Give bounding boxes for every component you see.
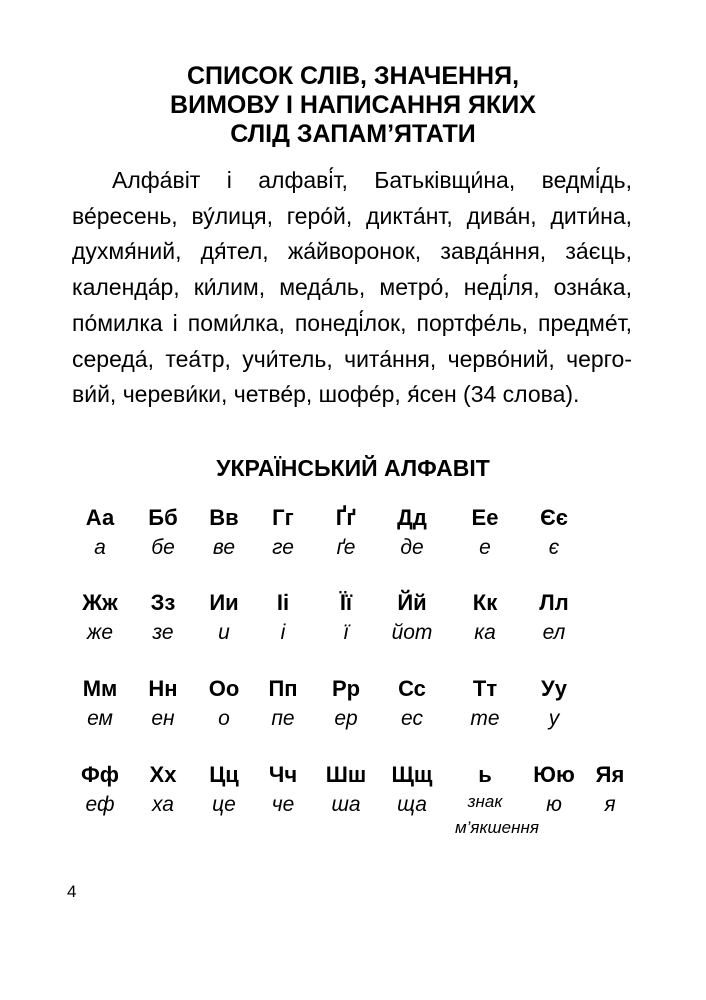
alphabet-cell xyxy=(128,762,198,818)
alphabet-cell xyxy=(65,676,135,732)
alphabet-letter-name: йот xyxy=(391,621,433,644)
alphabet-letter: Рр xyxy=(331,676,361,701)
alphabet-letter: Ее xyxy=(471,505,499,530)
alphabet-letter: Аа xyxy=(85,505,115,530)
alphabet-cell xyxy=(248,676,318,732)
title-line-3: СЛІД ЗАПАМ’ЯТАТИ xyxy=(230,120,476,148)
alphabet-letter: Хх xyxy=(149,762,177,787)
alphabet-cell xyxy=(65,762,135,818)
paragraph-line-4: календа́р, ки́лим, меда́ль, метро́, неді́ля, озна́ка, xyxy=(72,274,632,301)
alphabet-cell xyxy=(377,762,447,818)
alphabet-letter: Яя xyxy=(595,762,625,787)
alphabet-cell xyxy=(450,676,520,732)
alphabet-letter: Кк xyxy=(472,590,498,615)
paragraph-line-2: ве́ресень, ву́лиця, геро́й, дикта́нт, дива́н, дити́на, xyxy=(72,202,632,229)
alphabet-letter: Тт xyxy=(472,676,498,701)
alphabet-cell xyxy=(377,676,447,732)
alphabet-letter-name: ге xyxy=(272,536,294,559)
alphabet-letter-name: ха xyxy=(152,793,174,816)
alphabet-letter-name: зе xyxy=(152,621,174,644)
alphabet-letter-name: ер xyxy=(334,707,358,730)
alphabet-letter: Цц xyxy=(209,762,239,787)
alphabet-cell xyxy=(377,505,447,561)
alphabet-letter-name: ґе xyxy=(336,536,356,559)
alphabet-letter: Бб xyxy=(148,505,178,530)
alphabet-letter-name: те xyxy=(470,707,500,730)
alphabet-letter: Шш xyxy=(325,762,367,787)
alphabet-letter-name: ел xyxy=(542,621,566,644)
title-line-2: ВИМОВУ І НАПИСАННЯ ЯКИХ xyxy=(170,91,536,119)
alphabet-letter-name: ен xyxy=(151,707,175,730)
alphabet-letter: Оо xyxy=(208,676,240,701)
alphabet-cell xyxy=(575,762,645,818)
paragraph-line-7: ви́й, череви́ки, четве́р, шофе́р, я́сен (34 слова). xyxy=(72,381,580,408)
page-number: 4 xyxy=(67,882,77,901)
alphabet-letter: Іі xyxy=(276,590,290,615)
alphabet-cell xyxy=(128,676,198,732)
alphabet-cell xyxy=(450,590,520,646)
alphabet-cell xyxy=(450,762,520,812)
alphabet-letter-name: еф xyxy=(85,793,115,816)
alphabet-letter: Йй xyxy=(397,590,427,615)
paragraph-line-3: духмя́ний, дя́тел, жа́йворонок, завда́ння, за́єць, xyxy=(72,238,632,265)
alphabet-letter: Єє xyxy=(540,505,568,530)
alphabet-letter: Чч xyxy=(268,762,298,787)
alphabet-letter-name: ка xyxy=(474,621,496,644)
alphabet-letter-name: ем xyxy=(87,707,113,730)
alphabet-cell xyxy=(65,505,135,561)
alphabet-letter: Вв xyxy=(209,505,239,530)
alphabet-letter-name: ї xyxy=(343,621,349,644)
alphabet-letter-name: ве xyxy=(212,536,236,559)
alphabet-letter: Зз xyxy=(150,590,176,615)
alphabet-letter-name: де xyxy=(400,536,424,559)
alphabet-letter-name: че xyxy=(271,793,295,816)
alphabet-letter: Її xyxy=(339,590,353,615)
paragraph-line-6: середа́, теа́тр, учи́тель, чита́ння, черво́ний, черго- xyxy=(72,345,632,372)
alphabet-letter: Пп xyxy=(268,676,298,701)
alphabet-cell xyxy=(248,762,318,818)
paragraph-line-5: по́милка і поми́лка, понеді́лок, портфе́ль, предме́т, xyxy=(72,309,632,336)
alphabet-letter: Фф xyxy=(80,762,120,787)
alphabet-letter-name: знак xyxy=(467,792,503,811)
alphabet-cell xyxy=(519,505,589,561)
alphabet-cell xyxy=(248,590,318,646)
alphabet-letter-name: ща xyxy=(397,793,427,816)
alphabet-title: УКРАЇНСЬКИЙ АЛФАВІТ xyxy=(216,455,490,481)
alphabet-letter: Гг xyxy=(272,505,294,530)
alphabet-letter-name-continued: м’якшення xyxy=(455,818,539,837)
alphabet-letter-name: пе xyxy=(271,707,295,730)
alphabet-cell xyxy=(311,590,381,646)
alphabet-letter-name: це xyxy=(212,793,236,816)
alphabet-letter: Лл xyxy=(539,590,569,615)
alphabet-letter-name: я xyxy=(604,793,616,816)
alphabet-letter-name: а xyxy=(94,536,106,559)
alphabet-letter-name: о xyxy=(218,707,230,730)
alphabet-letter-name: и xyxy=(218,621,230,644)
alphabet-letter-name: ю xyxy=(546,793,562,816)
alphabet-cell xyxy=(519,590,589,646)
alphabet-letter: Ґґ xyxy=(335,505,357,530)
alphabet-letter: Мм xyxy=(82,676,118,701)
alphabet-letter: Жж xyxy=(82,590,118,615)
alphabet-cell xyxy=(519,676,589,732)
paragraph-line-1: Алфа́віт і алфаві́т, Батьківщи́на, ведмі́дь, xyxy=(112,167,632,193)
alphabet-letter: Юю xyxy=(533,762,575,787)
alphabet-letter-name: ша xyxy=(331,793,361,816)
alphabet-letter: Нн xyxy=(148,676,178,701)
alphabet-letter-name: бе xyxy=(151,536,175,559)
title-line-1: СПИСОК СЛІВ, ЗНАЧЕННЯ, xyxy=(186,62,520,90)
alphabet-letter: Сс xyxy=(398,676,426,701)
alphabet-letter: Ии xyxy=(209,590,239,615)
alphabet-cell xyxy=(311,505,381,561)
alphabet-letter-name: же xyxy=(86,621,114,644)
alphabet-letter-name: ес xyxy=(401,707,423,730)
alphabet-letter-name: у xyxy=(548,707,560,730)
alphabet-cell xyxy=(128,590,198,646)
alphabet-cell xyxy=(311,762,381,818)
alphabet-letter: ь xyxy=(478,762,492,787)
alphabet-letter-name: е xyxy=(479,536,491,559)
alphabet-cell xyxy=(65,590,135,646)
alphabet-letter: Уу xyxy=(541,676,567,701)
alphabet-cell xyxy=(128,505,198,561)
alphabet-letter: Дд xyxy=(397,505,427,530)
alphabet-cell xyxy=(450,505,520,561)
alphabet-cell xyxy=(248,505,318,561)
alphabet-cell xyxy=(377,590,447,646)
alphabet-letter-name: є xyxy=(548,536,560,559)
alphabet-letter-name: і xyxy=(280,621,286,644)
alphabet-letter: Щщ xyxy=(391,762,433,787)
alphabet-cell xyxy=(311,676,381,732)
